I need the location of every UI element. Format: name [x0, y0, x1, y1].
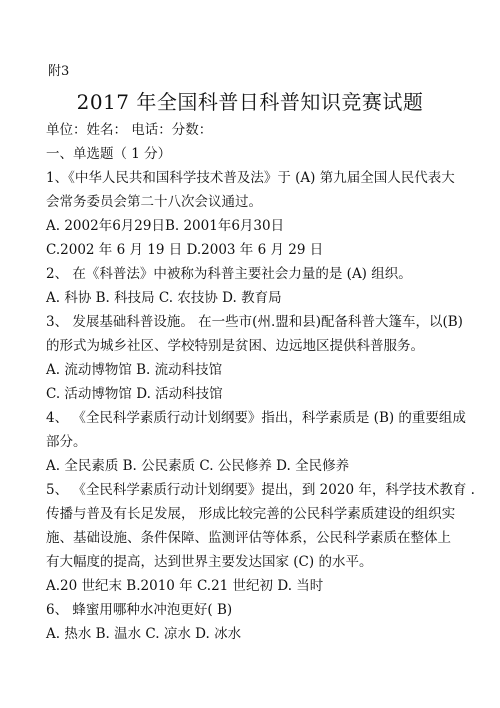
- question-1-text-cont: 会常务委员会第二十八次会议通过。: [46, 194, 262, 210]
- question-1-text: 1、《中华人民共和国科学技术普及法》于 (A) 第九届全国人民代表大: [46, 170, 455, 186]
- document-title: 2017 年全国科普日科普知识竞赛试题: [76, 90, 424, 114]
- question-3-text: 3、 发展基础科普设施。 在一些市(州.盟和县)配备科普大篷车，以(B): [46, 314, 463, 330]
- section-heading: 一、单选题（ 1 分）: [46, 146, 172, 162]
- question-5-options: A.20 世纪末 B.2010 年 C.21 世纪初 D. 当时: [46, 578, 324, 594]
- question-3-options-c-d: C. 活动博物馆 D. 活动科技馆: [46, 386, 223, 402]
- question-4-text: 4、 《全民科学素质行动计划纲要》指出，科学素质是 (B) 的重要组成: [46, 410, 466, 426]
- question-1-options-a-b: A. 2002年6月29日B. 2001年6月30日: [46, 218, 285, 234]
- question-1-options-c-d: C.2002 年 6 月 19 日 D.2003 年 6 月 29 日: [46, 242, 324, 258]
- question-2-options: A. 科协 B. 科技局 C. 农技协 D. 教育局: [46, 290, 282, 306]
- question-6-options: A. 热水 B. 温水 C. 凉水 D. 冰水: [46, 626, 242, 642]
- question-2-text: 2、 在《科普法》中被称为科普主要社会力量的是 (A) 组织。: [46, 266, 412, 282]
- question-5-text-cont-3: 有大幅度的提高，达到世界主要发达国家 (C) 的水平。: [46, 554, 373, 570]
- question-3-text-cont: 的形式为城乡社区、学校特别是贫困、边远地区提供科普服务。: [46, 338, 424, 354]
- info-line: 单位：姓名： 电话：分数：: [46, 122, 213, 138]
- question-4-text-cont: 部分。: [46, 434, 87, 450]
- question-5-text-cont-1: 传播与普及有长足发展， 形成比较完善的公民科学素质建设的组织实: [46, 506, 456, 522]
- question-5-text: 5、 《全民科学素质行动计划纲要》提出，到 2020 年，科学技术教育 .: [46, 482, 475, 498]
- question-6-text: 6、 蜂蜜用哪种水冲泡更好( B): [46, 602, 233, 618]
- appendix-label: 附3: [48, 64, 70, 79]
- question-5-text-cont-2: 施、基础设施、条件保障、监测评估等体系，公民科学素质在整体上: [46, 530, 451, 546]
- question-4-options: A. 全民素质 B. 公民素质 C. 公民修养 D. 全民修养: [46, 458, 350, 474]
- question-3-options-a-b: A. 流动博物馆 B. 流动科技馆: [46, 362, 223, 378]
